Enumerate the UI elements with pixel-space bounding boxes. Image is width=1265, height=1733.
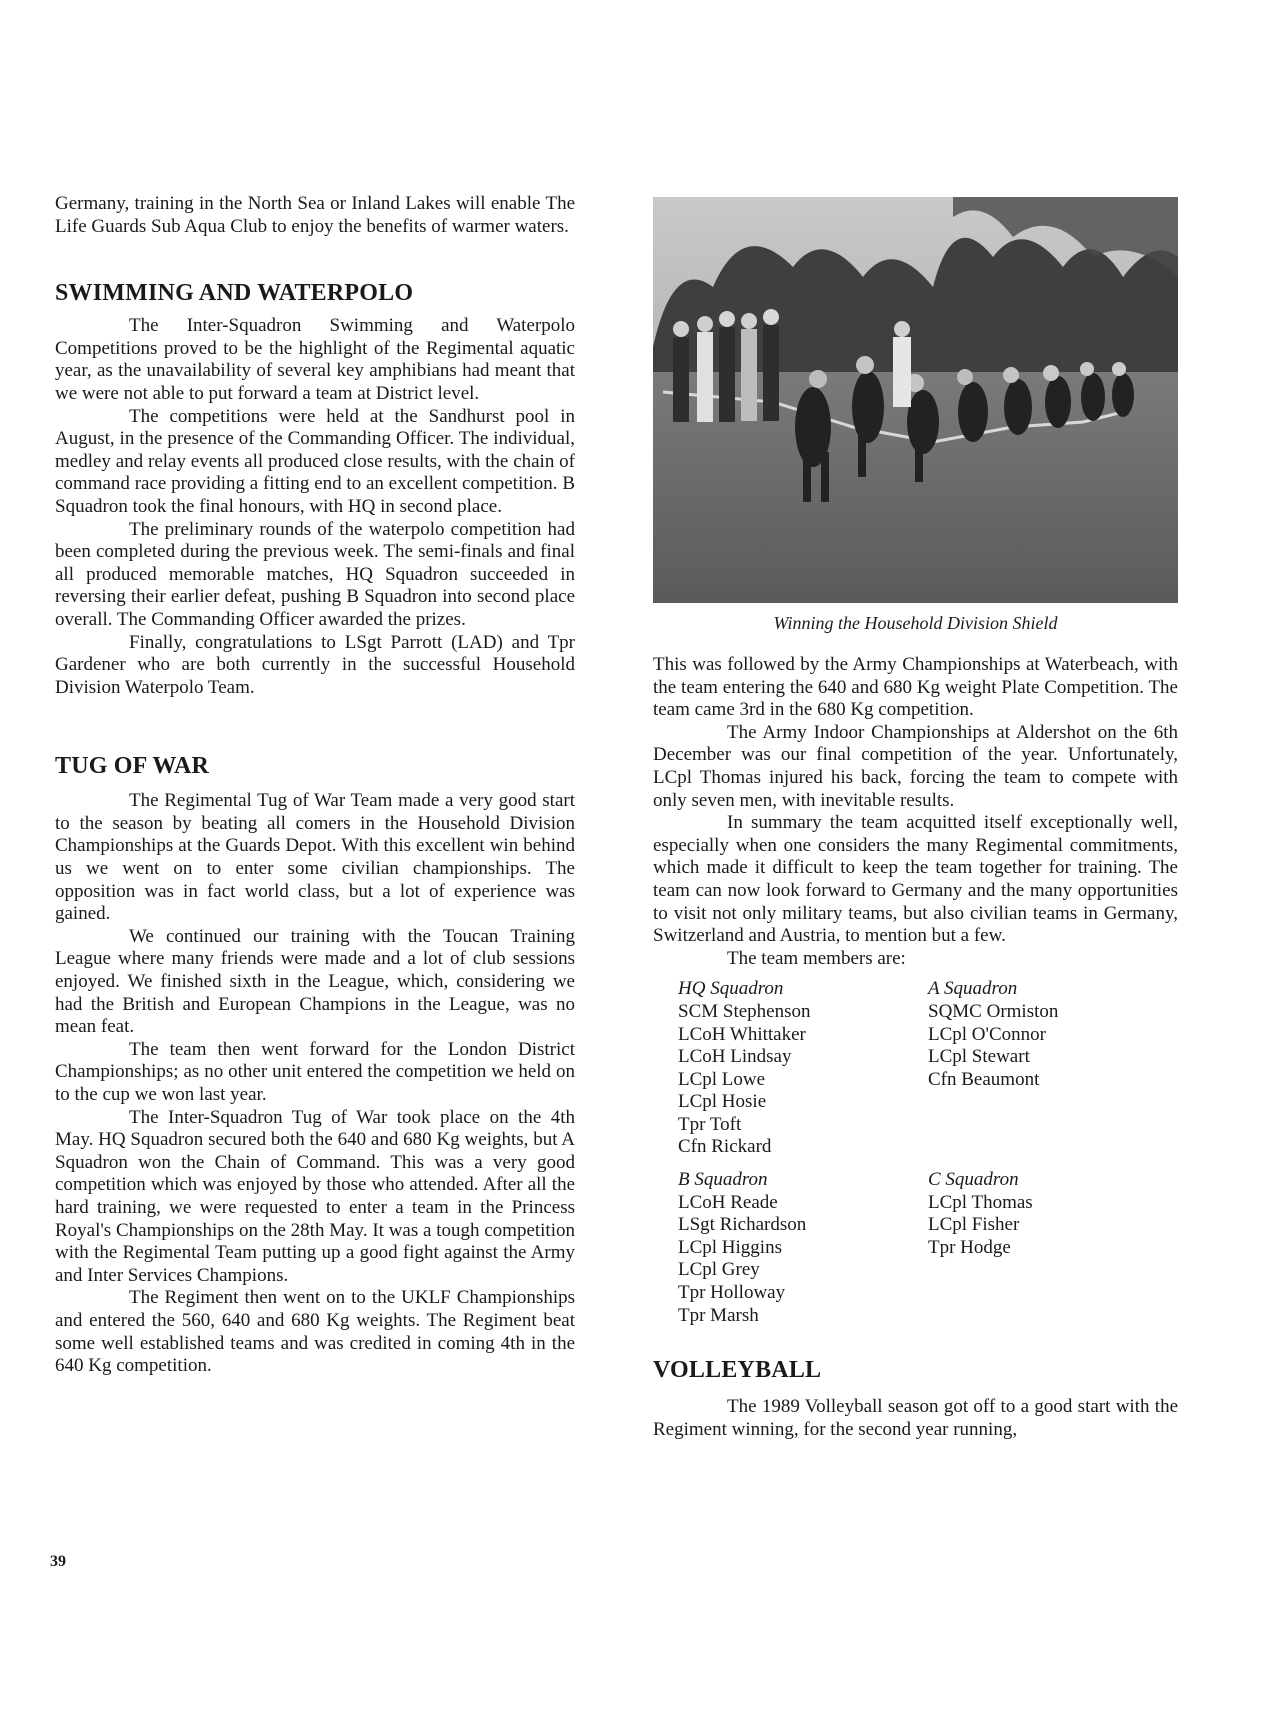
member-name: LCpl Stewart [928, 1046, 1030, 1068]
tug-continued-paragraph: In summary the team acquitted itself exceptionally well, especially when one considers the many Regimental commitments, which made it difficult to keep the team together for training. The team can now look forward to Germany and the many opportunities to visit not only military teams, but also civilian teams in Germany, Switzerland and Austria, to mention but a few. [653, 812, 1178, 947]
tug-paragraph: The Inter-Squadron Tug of War took place on the 4th May. HQ Squadron secured both the 640 and 680 Kg weights, but A Squadron won the Chain of Command. This was a very good competition which was enjoyed by those who attended. After all the hard training, we were requested to enter a team in the Princess Royal's Championships on the 28th May. It was a tough competition with the Regimental Team putting up a good fight against the Army and Inter Services Champions. [55, 1106, 575, 1286]
squadron-block [678, 1169, 928, 1327]
tug-paragraph: The Regiment then went on to the UKLF Championships and entered the 560, 640 and 680 Kg weights. The Regiment beat some well established teams and was credited in coming 4th in the 640 Kg competition. [55, 1287, 575, 1377]
squadron-block [928, 1169, 1178, 1327]
member-name: LCpl Higgins [678, 1236, 782, 1258]
tug-paragraph: The Regimental Tug of War Team made a very good start to the season by beating all comers in the Household Division Championships at the Guards Depot. With this excellent win behind us we went on to enter some civilian championships. The opposition was in fact world class, but a lot of experience was gained. [55, 790, 575, 925]
member-name: Tpr Holloway [678, 1282, 786, 1304]
member-name: Tpr Toft [678, 1113, 742, 1135]
tug-paragraph: The team then went forward for the London District Championships; as no other unit entered the competition we held on to the cup we won last year. [55, 1038, 575, 1105]
intro-paragraph: Germany, training in the North Sea or Inland Lakes will enable The Life Guards Sub Aqua Club to enjoy the benefits of warmer waters. [55, 193, 575, 237]
member-name: Tpr Hodge [928, 1236, 1011, 1258]
volleyball-paragraph: The 1989 Volleyball season got off to a good start with the Regiment winning, for the second year running, [653, 1396, 1178, 1440]
member-name: LCpl Hosie [678, 1091, 767, 1113]
squadron-name: B Squadron [678, 1169, 768, 1191]
page-number: 39 [50, 1553, 66, 1570]
squadron-block [678, 978, 928, 1159]
member-name: LCoH Whittaker [678, 1023, 806, 1045]
member-name: SCM Stephenson [678, 1000, 811, 1022]
squadron-block [928, 978, 1178, 1159]
swimming-paragraph: The competitions were held at the Sandhurst pool in August, in the presence of the Commanding Officer. The individual, medley and relay events all produced close results, with the chain of command race providing a fitting end to an excellent competition. B Squadron took the final honours, with HQ in second place. [55, 405, 575, 517]
member-name: LCpl O'Connor [928, 1023, 1046, 1045]
team-members-intro: The team members are: [727, 947, 906, 969]
team-members-list [678, 978, 1178, 1327]
tug-continued-paragraph: This was followed by the Army Championships at Waterbeach, with the team entering the 640 and 680 Kg weight Plate Competition. The team came 3rd in the 680 Kg competition. [653, 654, 1178, 721]
squadron-name: C Squadron [928, 1169, 1019, 1191]
tug-of-war-photo [653, 197, 1178, 603]
member-name: Tpr Marsh [678, 1304, 759, 1326]
tug-of-war-heading: TUG OF WAR [55, 753, 210, 780]
member-name: Cfn Rickard [678, 1136, 772, 1158]
member-name: LCpl Thomas [928, 1191, 1033, 1213]
swimming-paragraph: The Inter-Squadron Swimming and Waterpolo Competitions proved to be the highlight of the Regimental aquatic year, as the unavailability of several key amphibians had meant that we were not able to put forward a team at District level. [55, 315, 575, 404]
member-name: LCpl Lowe [678, 1068, 766, 1090]
squadron-name: HQ Squadron [678, 978, 784, 1000]
volleyball-heading: VOLLEYBALL [653, 1357, 822, 1384]
tug-of-war-section [55, 790, 575, 1377]
swimming-paragraph: Finally, congratulations to LSgt Parrott (LAD) and Tpr Gardener who are both currently in the successful Household Division Waterpolo Team. [55, 631, 575, 698]
tug-continued-section [653, 654, 1178, 970]
left-column [55, 193, 575, 1378]
right-column [653, 197, 1178, 1441]
swimming-heading: SWIMMING AND WATERPOLO [55, 280, 414, 307]
member-name: LCoH Lindsay [678, 1046, 792, 1068]
squadron-name: A Squadron [928, 978, 1018, 1000]
photo-caption: Winning the Household Division Shield [773, 613, 1058, 633]
member-name: SQMC Ormiston [928, 1000, 1059, 1022]
member-name: LSgt Richardson [678, 1214, 807, 1236]
member-name: LCpl Grey [678, 1259, 760, 1281]
member-name: LCpl Fisher [928, 1214, 1020, 1236]
swimming-paragraph: The preliminary rounds of the waterpolo competition had been completed during the previous week. The semi-finals and final all produced memorable matches, HQ Squadron succeeded in reversing their earlier defeat, pushing B Squadron into second place overall. The Commanding Officer awarded the prizes. [55, 518, 575, 630]
member-name: Cfn Beaumont [928, 1068, 1040, 1090]
tug-continued-paragraph: The Army Indoor Championships at Aldershot on the 6th December was our final competition of the year. Unfortunately, LCpl Thomas injured his back, forcing the team to compete with only seven men, with inevitable results. [653, 721, 1178, 811]
swimming-section [55, 315, 575, 699]
member-name: LCoH Reade [678, 1191, 778, 1213]
tug-paragraph: We continued our training with the Toucan Training League where many friends were made and a lot of club sessions enjoyed. We finished sixth in the League, which, considering we had the British and European Champions in the League, was no mean feat. [55, 925, 575, 1038]
